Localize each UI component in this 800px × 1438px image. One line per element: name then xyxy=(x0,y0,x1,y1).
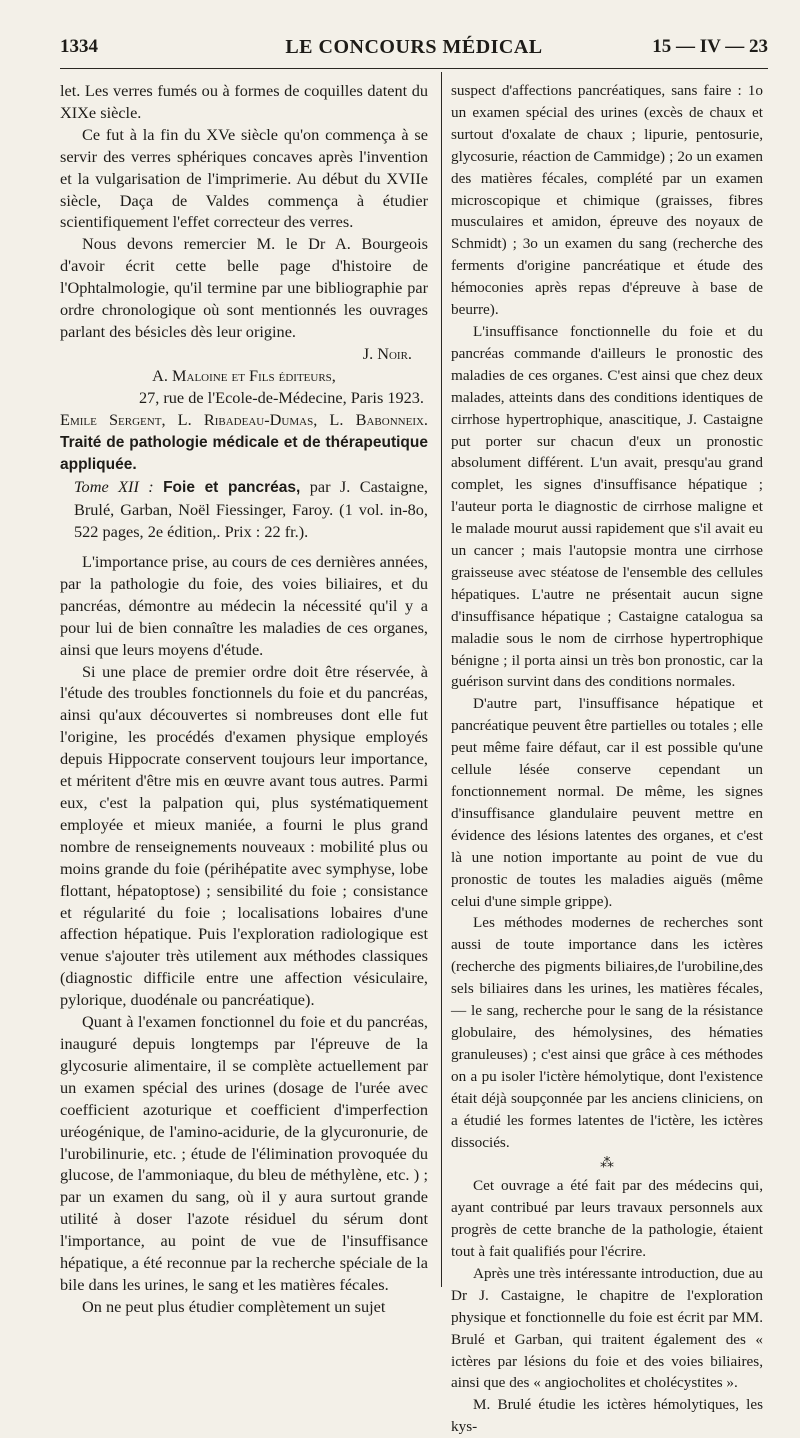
review-signature: J. Noir. xyxy=(362,343,412,363)
column-divider xyxy=(441,72,442,1287)
paragraph: Si une place de premier ordre doit être réservée, à l'étude des troubles fonctionnels du foie et du pancréas, ainsi qu'aux découvertes si nombreuses dont elle fut l'origine, les procédés d'examen physique employés depuis Hippocrate conservent toujours leur importance, et méritent d'être mis en œuvre avant tous autres. Parmi eux, c'est la palpation qui, plus systématiquement employée et mieux maniée, a fourni le plus grand nombre de renseignements nouveaux : mobilité plus ou moins grande du foie (périhépatite avec symphyse, lobe flottant, hépatoptose) ; sensibilité du foie ; consistance et régularité du foie ; localisations lobaires d'une affection hépatique. Puis l'exploration radiologique est venue s'ajouter très utilement aux méthodes classiques (diagnostic difficile entre une affection vésiculaire, pylorique, duodénale ou pancréatique). xyxy=(60,661,428,1010)
book-reference xyxy=(60,409,428,477)
journal-title: LE CONCOURS MÉDICAL xyxy=(285,36,543,58)
page-header xyxy=(60,36,768,64)
book-title: Traité de pathologie médicale et de thérapeutique appliquée. xyxy=(60,433,428,474)
publisher-name: A. Maloine et Fils éditeurs, xyxy=(152,365,336,385)
book-contributors: par J. Castaigne, Brulé, Garban, Noël Fiessinger, Faroy. (1 vol. in-8o, 522 pages, 2e édition,. Prix : 22 fr.). xyxy=(74,477,428,542)
paragraph: On ne peut plus étudier complètement un sujet xyxy=(82,1296,386,1316)
paragraph: Cet ouvrage a été fait par des médecins qui, ayant contribué par leurs travaux personnels aux progrès de cette branche de la pathologie, étaient tout à fait qualifiés pour l'écrire. xyxy=(451,1177,763,1261)
paragraph: Quant à l'examen fonctionnel du foie et du pancréas, inauguré depuis longtemps par l'épreuve de la glycosurie alimentaire, il se complète actuellement par un examen spécial des urines (dosage de l'urée avec coefficient azoturique et coefficient d'imperfection uréogénique, de l'amino-acidurie, de la glycuronurie, de l'urobilinurie, etc. ; étude de l'élimination provoquée du glucose, de l'ammoniaque, du bleu de méthylène, etc. ) ; par un examen du sang, où il y aura surtout grande utilité à doser l'azote résiduel du sérum dont l'importance, au point de vue de l'insuffisance hépatique, a été reconnue par la recherche spéciale de la bile dans les urines, le sang et les matières fécales. xyxy=(60,1012,428,1294)
paragraph: D'autre part, l'insuffisance hépatique et pancréatique peuvent être partielles ou totales ; elle peut même faire défaut, car il est possible qu'une cellule lésée conserve cependant un fonctionnement normal. De même, les signes d'insuffisance glandulaire peuvent mettre en évidence des lésions latentes des organes, et c'est là une notion importante au point de vue du pronostic de toutes les maladies aiguës (même celui d'une simple grippe). xyxy=(451,695,763,910)
section-separator: ⁂ xyxy=(600,1156,614,1172)
paragraph: Les méthodes modernes de recherches sont aussi de toute importance dans les ictères (recherche des pigments biliaires,de l'urobiline,des sels biliaires dans les urines, les matières fécales, — le sang, recherche pour le sang de la résistance globulaire, des hémolysines, des hématies granuleuses) ; c'est ainsi que grâce à ces méthodes on a pu isoler l'ictère hémolytique, dont l'existence était déjà soupçonnée par les anciens cliniciens, on a étudié les formes latentes de l'ictère, les ictères dissociés. xyxy=(451,914,763,1151)
book-authors: Emile Sergent, L. Ribadeau-Dumas, L. Babonneix. xyxy=(60,409,428,429)
paragraph: Nous devons remercier M. le Dr A. Bourgeois d'avoir écrit cette belle page d'histoire de l'Ophtalmologie, qu'il termine par une bibliographie par ordre chronologique où sont mentionnés les ouvrages parlant des bésicles dès leur origine. xyxy=(60,234,428,341)
right-column xyxy=(451,80,763,1438)
paragraph: let. Les verres fumés ou à formes de coquilles datent du XIXe siècle. xyxy=(60,81,428,122)
book-subtitle: Foie et pancréas, xyxy=(163,479,301,497)
paragraph: suspect d'affections pancréatiques, sans faire : 1o un examen spécial des urines (excès de chaux et surtout d'oxalate de chaux ; lipurie, pentosurie, glycosurie, réaction de Cammidge) ; 2o un examen des matières fécales, complété par un examen microscopique et chimique (graisses, fibres musculaires et amidon, épreuve des noyaux de Schmidt) ; 3o un examen du sang (recherche des ferments d'origine pancréatique et étude des hémoconies après repas d'épreuve à base de beurre). xyxy=(451,82,763,319)
paragraph: M. Brulé étudie les ictères hémolytiques, les kys- xyxy=(451,1396,763,1436)
paragraph: L'importance prise, au cours de ces dernières années, par la pathologie du foie, des voies biliaires, et du pancréas, démontre au médecin la nécessité qu'il y a pour lui de bien connaître les maladies de ces organes, ainsi que leurs moyens d'étude. xyxy=(60,552,428,659)
paragraph: Ce fut à la fin du XVe siècle qu'on commença à se servir des verres sphériques concaves après l'invention et la vulgarisation de l'imprimerie. Au début du XVIIe siècle, Daça de Valdes commença à étudier scientifiquement l'effet correcteur des verres. xyxy=(60,124,428,232)
left-column xyxy=(60,80,428,1318)
publisher-address: 27, rue de l'Ecole-de-Médecine, Paris 1923. xyxy=(138,387,424,407)
issue-date: 15 — IV — 23 xyxy=(652,36,768,57)
book-details xyxy=(60,476,428,543)
page-number: 1334 xyxy=(60,36,98,57)
header-rule xyxy=(60,68,768,69)
book-tome: Tome XII : xyxy=(74,477,154,497)
paragraph: Après une très intéressante introduction, due au Dr J. Castaigne, le chapitre de l'exploration physique et fonctionnelle du foie est écrit par MM. Brulé et Garban, qui traitent également des « ictères par lésions du foie et des voies biliaires, ainsi que des « angiocholites et cholécystites ». xyxy=(451,1264,763,1392)
paragraph: L'insuffisance fonctionnelle du foie et du pancréas commande d'ailleurs le pronostic des maladies de ces organes. C'est ainsi que chez deux malades, atteints dans des conditions identiques de cirrhose hypertrophique, anascitique, J. Castaigne put porter sur chacun d'eux un pronostic absolument différent. L'un avait, presqu'au grand complet, les signes d'insuffisance hépatique ; l'auteur porta le diagnostic de cirrhose maligne et le malade mourut aussi rapidement que s'il avait eu un cancer ; mais l'autopsie montra une cirrhose graisseuse avec stéatose de l'ensemble des cellules hépatiques. L'autre ne présentait aucun signe d'insuffisance hépatique ; Castaigne catalogua sa maladie sous le nom de cirrhose hypertrophique bénigne ; il porta ainsi un très bon pronostic, car la guérison survint dans des conditions normales. xyxy=(451,322,763,691)
